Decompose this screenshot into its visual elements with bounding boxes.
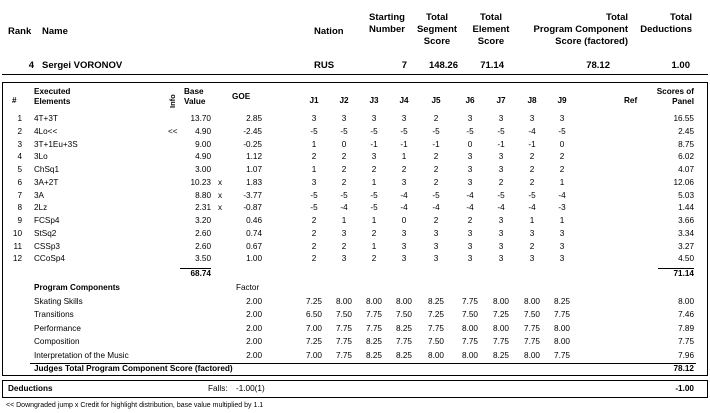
- element-judge-score: 3: [498, 152, 504, 162]
- element-judge-score: 0: [401, 216, 407, 225]
- element-judge-score: 3: [467, 228, 473, 238]
- skater-deductions: 1.00: [671, 60, 690, 71]
- element-judge-score: 3: [467, 177, 473, 187]
- judge-header-9: J9: [557, 96, 567, 105]
- scores-of-panel-header: Scores of Panel: [656, 87, 694, 106]
- component-factor: 2.00: [246, 297, 262, 306]
- element-judge-score: 2: [433, 216, 439, 225]
- element-judge-score: -5: [340, 190, 348, 200]
- element-goe: -0.87: [243, 203, 262, 213]
- element-panel-score: 5.03: [678, 190, 694, 200]
- falls-label: Falls:: [208, 384, 228, 393]
- element-judge-score: 2: [529, 165, 535, 174]
- element-judge-score: 3: [529, 114, 535, 123]
- element-judge-score: 0: [341, 139, 347, 149]
- element-judge-score: 3: [401, 228, 407, 238]
- element-base-value: 3.00: [195, 165, 211, 174]
- element-judge-score: 3: [433, 228, 439, 238]
- element-judge-score: 3: [498, 241, 504, 251]
- skater-segment-score: 148.26: [428, 60, 458, 71]
- element-judge-score: -5: [310, 190, 318, 200]
- judge-header-5: J5: [431, 96, 441, 105]
- element-judge-score: 3: [559, 254, 565, 264]
- component-judge-score: 8.00: [524, 297, 540, 306]
- element-base-value: 4.90: [195, 152, 211, 162]
- element-panel-score: 4.50: [678, 254, 694, 264]
- ref-header: Ref: [624, 96, 638, 105]
- element-judge-score: -4: [466, 203, 474, 213]
- element-bonus-marker: x: [218, 190, 223, 200]
- element-judge-score: 3: [401, 177, 407, 187]
- component-judge-score: 7.50: [336, 310, 352, 320]
- element-judge-score: 3: [433, 254, 439, 264]
- element-judge-score: 3: [371, 152, 377, 162]
- judge-header-7: J7: [496, 96, 506, 105]
- element-base-value: 4.90: [195, 126, 211, 136]
- component-name: Interpretation of the Music: [34, 350, 129, 360]
- element-judge-score: 3: [341, 114, 347, 123]
- element-judge-score: -5: [310, 203, 318, 213]
- component-panel-score: 7.46: [678, 310, 694, 320]
- info-header: Info: [168, 94, 177, 108]
- component-judge-score: 8.25: [366, 337, 382, 347]
- component-name: Composition: [34, 337, 80, 347]
- element-name: FCSp4: [34, 216, 60, 225]
- component-judge-score: 7.50: [524, 310, 540, 320]
- component-factor: 2.00: [246, 310, 262, 320]
- component-judge-score: 8.25: [366, 350, 382, 360]
- element-score-header: Total Element Score: [472, 12, 510, 47]
- component-judge-score: 6.50: [306, 310, 322, 320]
- element-info: <<: [168, 126, 178, 136]
- element-judge-score: 3: [311, 114, 317, 123]
- element-bonus-marker: x: [218, 177, 223, 187]
- element-num: 5: [17, 165, 22, 174]
- element-goe: 0.67: [246, 241, 262, 251]
- component-judge-score: 8.00: [554, 323, 570, 333]
- element-base-value: 3.20: [195, 216, 211, 225]
- element-judge-score: -4: [432, 203, 440, 213]
- element-goe: 1.07: [246, 165, 262, 174]
- component-judge-score: 8.00: [336, 297, 352, 306]
- element-judge-score: -5: [528, 190, 536, 200]
- element-judge-score: -4: [400, 203, 408, 213]
- component-name: Skating Skills: [34, 297, 83, 306]
- element-judge-score: 3: [498, 216, 504, 225]
- element-judge-score: 2: [529, 241, 535, 251]
- element-judge-score: 2: [311, 216, 317, 225]
- element-judge-score: -1: [528, 139, 536, 149]
- element-name: 4Lo<<: [34, 126, 58, 136]
- skater-name: Sergei VORONOV: [42, 60, 123, 71]
- component-judge-score: 8.00: [554, 337, 570, 347]
- element-judge-score: -4: [466, 190, 474, 200]
- element-judge-score: -3: [558, 203, 566, 213]
- element-name: 3A+2T: [34, 177, 59, 187]
- element-judge-score: -4: [528, 203, 536, 213]
- element-panel-score: 12.06: [673, 177, 694, 187]
- component-judge-score: 7.75: [524, 323, 540, 333]
- skater-rank: 4: [28, 60, 34, 71]
- element-judge-score: -5: [466, 126, 474, 136]
- element-judge-score: -5: [497, 126, 505, 136]
- element-num: 3: [17, 139, 22, 149]
- base-value-header: Base Value: [184, 87, 206, 106]
- element-judge-score: -4: [528, 126, 536, 136]
- element-judge-score: -5: [432, 190, 440, 200]
- component-judge-score: 8.25: [396, 323, 412, 333]
- element-judge-score: -1: [497, 139, 505, 149]
- element-judge-score: 3: [498, 254, 504, 264]
- element-judge-score: -5: [310, 126, 318, 136]
- element-judge-score: -5: [370, 190, 378, 200]
- element-judge-score: 3: [467, 114, 473, 123]
- rank-header: Rank: [8, 26, 32, 37]
- element-judge-score: 3: [559, 241, 565, 251]
- element-judge-score: 1: [371, 241, 377, 251]
- nation-header: Nation: [314, 26, 344, 37]
- element-judge-score: 2: [371, 254, 377, 264]
- element-judge-score: 2: [401, 165, 407, 174]
- element-judge-score: 3: [341, 254, 347, 264]
- component-judge-score: 7.75: [336, 337, 352, 347]
- component-judge-score: 7.25: [493, 310, 509, 320]
- element-base-value: 2.60: [195, 241, 211, 251]
- deductions-box: [2, 380, 708, 398]
- element-panel-score: 3.34: [678, 228, 694, 238]
- segment-score-header: Total Segment Score: [416, 12, 458, 47]
- element-num: 11: [13, 241, 22, 251]
- element-base-value: 8.80: [195, 190, 211, 200]
- element-judge-score: 1: [559, 216, 565, 225]
- judge-header-2: J2: [339, 96, 349, 105]
- element-base-value: 13.70: [190, 114, 211, 123]
- element-judge-score: 3: [401, 114, 407, 123]
- components-total-label: Judges Total Program Component Score (factored): [34, 364, 233, 373]
- component-judge-score: 7.25: [306, 297, 322, 306]
- element-judge-score: 0: [559, 139, 565, 149]
- element-judge-score: 2: [529, 177, 535, 187]
- element-bonus-marker: x: [218, 203, 223, 213]
- element-panel-score: 3.66: [678, 216, 694, 225]
- component-judge-score: 7.00: [306, 350, 322, 360]
- element-judge-score: 2: [311, 241, 317, 251]
- component-judge-score: 8.00: [366, 297, 382, 306]
- element-num: 8: [17, 203, 22, 213]
- element-judge-score: -5: [400, 126, 408, 136]
- element-num: 1: [17, 114, 22, 123]
- component-panel-score: 8.00: [678, 297, 694, 306]
- component-judge-score: 7.75: [428, 323, 444, 333]
- element-name: 3A: [34, 190, 45, 200]
- element-panel-score: 3.27: [678, 241, 694, 251]
- component-judge-score: 8.25: [396, 350, 412, 360]
- component-judge-score: 7.75: [396, 337, 412, 347]
- element-judge-score: 3: [498, 165, 504, 174]
- deductions-header: Total Deductions: [640, 12, 692, 35]
- component-judge-score: 8.00: [396, 297, 412, 306]
- component-panel-score: 7.75: [678, 337, 694, 347]
- component-judge-score: 8.00: [493, 297, 509, 306]
- component-panel-score: 7.96: [678, 350, 694, 360]
- component-judge-score: 7.75: [462, 297, 478, 306]
- element-base-value: 3.50: [195, 254, 211, 264]
- element-judge-score: 3: [498, 228, 504, 238]
- component-judge-score: 7.50: [462, 310, 478, 320]
- skater-nation: RUS: [314, 60, 335, 71]
- element-judge-score: 2: [341, 152, 347, 162]
- element-judge-score: 2: [433, 152, 439, 162]
- num-header: #: [12, 96, 17, 105]
- component-judge-score: 7.75: [554, 310, 570, 320]
- element-name: 2Lz: [34, 203, 48, 213]
- element-goe: 0.74: [246, 228, 262, 238]
- element-judge-score: 2: [341, 177, 347, 187]
- element-judge-score: 3: [467, 152, 473, 162]
- element-judge-score: 3: [371, 114, 377, 123]
- element-judge-score: 1: [529, 216, 535, 225]
- element-judge-score: -1: [432, 139, 440, 149]
- component-judge-score: 8.00: [493, 323, 509, 333]
- component-judge-score: 8.25: [493, 350, 509, 360]
- element-judge-score: 2: [371, 165, 377, 174]
- element-judge-score: 2: [433, 165, 439, 174]
- summary-divider: [2, 74, 708, 75]
- component-judge-score: 7.25: [306, 337, 322, 347]
- element-judge-score: 2: [371, 228, 377, 238]
- skater-starting-number: 7: [401, 60, 407, 71]
- element-judge-score: 1: [559, 177, 565, 187]
- element-panel-score: 1.44: [678, 203, 694, 213]
- component-judge-score: 8.00: [462, 350, 478, 360]
- starting-number-header: Starting Number: [369, 12, 405, 35]
- element-goe: -0.25: [243, 139, 262, 149]
- element-num: 10: [12, 228, 22, 238]
- element-panel-score: 8.75: [678, 139, 694, 149]
- element-num: 9: [17, 216, 22, 225]
- element-judge-score: 2: [559, 152, 565, 162]
- element-judge-score: 3: [433, 241, 439, 251]
- component-judge-score: 7.50: [396, 310, 412, 320]
- element-judge-score: -5: [558, 126, 566, 136]
- element-judge-score: 2: [311, 254, 317, 264]
- element-judge-score: 3: [529, 254, 535, 264]
- component-judge-score: 7.75: [493, 337, 509, 347]
- element-goe: 1.12: [246, 152, 262, 162]
- element-judge-score: -4: [497, 203, 505, 213]
- element-judge-score: -5: [340, 126, 348, 136]
- skater-component-score: 78.12: [586, 60, 610, 71]
- component-judge-score: 7.75: [336, 323, 352, 333]
- element-num: 4: [17, 152, 22, 162]
- judge-header-3: J3: [369, 96, 379, 105]
- element-judge-score: 3: [559, 228, 565, 238]
- element-judge-score: -5: [432, 126, 440, 136]
- element-judge-score: 3: [401, 254, 407, 264]
- element-judge-score: 2: [498, 177, 504, 187]
- component-judge-score: 7.25: [428, 310, 444, 320]
- element-name: 3T+1Eu+3S: [34, 139, 78, 149]
- element-judge-score: -1: [400, 139, 408, 149]
- element-goe: 0.46: [246, 216, 262, 225]
- element-judge-score: 3: [529, 228, 535, 238]
- element-judge-score: -5: [370, 203, 378, 213]
- goe-header: GOE: [232, 92, 251, 101]
- judge-header-6: J6: [465, 96, 475, 105]
- element-judge-score: -5: [370, 126, 378, 136]
- element-judge-score: 3: [311, 177, 317, 187]
- deductions-label: Deductions: [8, 384, 53, 393]
- element-judge-score: 3: [467, 165, 473, 174]
- element-name: StSq2: [34, 228, 57, 238]
- program-components-title: Program Components: [34, 283, 120, 292]
- judge-header-8: J8: [527, 96, 537, 105]
- component-judge-score: 7.75: [366, 323, 382, 333]
- element-num: 7: [17, 190, 22, 200]
- component-judge-score: 7.00: [306, 323, 322, 333]
- element-goe: 1.00: [246, 254, 262, 264]
- component-name: Transitions: [34, 310, 74, 320]
- component-panel-score: 7.89: [678, 323, 694, 333]
- component-factor: 2.00: [246, 323, 262, 333]
- factor-header: Factor: [236, 283, 260, 292]
- component-name: Performance: [34, 323, 81, 333]
- element-panel-score: 16.55: [673, 114, 694, 123]
- element-judge-score: 2: [341, 241, 347, 251]
- component-factor: 2.00: [246, 337, 262, 347]
- element-judge-score: 2: [433, 114, 439, 123]
- element-goe: -2.45: [243, 126, 262, 136]
- element-num: 2: [17, 126, 22, 136]
- element-judge-score: 1: [341, 216, 347, 225]
- executed-elements-header: Executed Elements: [34, 87, 71, 106]
- component-judge-score: 7.75: [366, 310, 382, 320]
- element-panel-score: 2.45: [678, 126, 694, 136]
- element-goe: 2.85: [246, 114, 262, 123]
- element-num: 6: [17, 177, 22, 187]
- component-judge-score: 7.75: [524, 337, 540, 347]
- falls-value: -1.00(1): [236, 384, 265, 393]
- components-total-score: 78.12: [673, 364, 694, 373]
- element-goe: -3.77: [243, 190, 262, 200]
- element-goe: 1.83: [246, 177, 262, 187]
- judge-header-4: J4: [399, 96, 409, 105]
- element-panel-score: 4.07: [678, 165, 694, 174]
- component-judge-score: 8.00: [524, 350, 540, 360]
- component-judge-score: 7.75: [462, 337, 478, 347]
- element-judge-score: 3: [467, 254, 473, 264]
- elements-score-total: 71.14: [673, 269, 694, 278]
- element-name: CCoSp4: [34, 254, 65, 264]
- element-judge-score: 1: [371, 216, 377, 225]
- element-name: CSSp3: [34, 241, 60, 251]
- element-judge-score: 3: [559, 114, 565, 123]
- element-judge-score: 2: [341, 165, 347, 174]
- element-judge-score: -4: [558, 190, 566, 200]
- deductions-total: -1.00: [675, 384, 694, 393]
- element-judge-score: -5: [497, 190, 505, 200]
- component-judge-score: 7.75: [336, 350, 352, 360]
- component-score-header: Total Program Component Score (factored): [533, 12, 628, 47]
- element-name: 3Lo: [34, 152, 48, 162]
- name-header: Name: [42, 26, 68, 37]
- element-judge-score: 0: [467, 139, 473, 149]
- element-base-value: 9.00: [195, 139, 211, 149]
- element-judge-score: -4: [340, 203, 348, 213]
- element-judge-score: 2: [311, 152, 317, 162]
- footnote: << Downgraded jump x Credit for highlight distribution, base value multiplied by 1.1: [6, 402, 264, 409]
- element-judge-score: 3: [341, 228, 347, 238]
- element-panel-score: 6.02: [678, 152, 694, 162]
- element-judge-score: 3: [467, 241, 473, 251]
- element-judge-score: 3: [498, 114, 504, 123]
- base-value-total: 68.74: [190, 269, 211, 278]
- element-judge-score: 2: [311, 228, 317, 238]
- component-factor: 2.00: [246, 350, 262, 360]
- element-base-value: 2.60: [195, 228, 211, 238]
- component-judge-score: 8.25: [428, 297, 444, 306]
- element-judge-score: -1: [370, 139, 378, 149]
- element-judge-score: 2: [433, 177, 439, 187]
- element-judge-score: 3: [401, 241, 407, 251]
- element-base-value: 10.23: [190, 177, 211, 187]
- element-judge-score: 1: [371, 177, 377, 187]
- component-judge-score: 7.50: [428, 337, 444, 347]
- element-judge-score: 2: [559, 165, 565, 174]
- element-judge-score: 1: [311, 139, 317, 149]
- element-base-value: 2.31: [195, 203, 211, 213]
- component-judge-score: 8.25: [554, 297, 570, 306]
- judge-header-1: J1: [309, 96, 319, 105]
- component-judge-score: 8.00: [428, 350, 444, 360]
- element-judge-score: 2: [467, 216, 473, 225]
- element-judge-score: -4: [400, 190, 408, 200]
- component-judge-score: 8.00: [462, 323, 478, 333]
- element-judge-score: 1: [311, 165, 317, 174]
- element-num: 12: [12, 254, 22, 264]
- element-name: ChSq1: [34, 165, 60, 174]
- element-name: 4T+3T: [34, 114, 58, 123]
- element-judge-score: 2: [529, 152, 535, 162]
- component-judge-score: 7.75: [554, 350, 570, 360]
- skater-element-score: 71.14: [480, 60, 504, 71]
- element-judge-score: 1: [401, 152, 407, 162]
